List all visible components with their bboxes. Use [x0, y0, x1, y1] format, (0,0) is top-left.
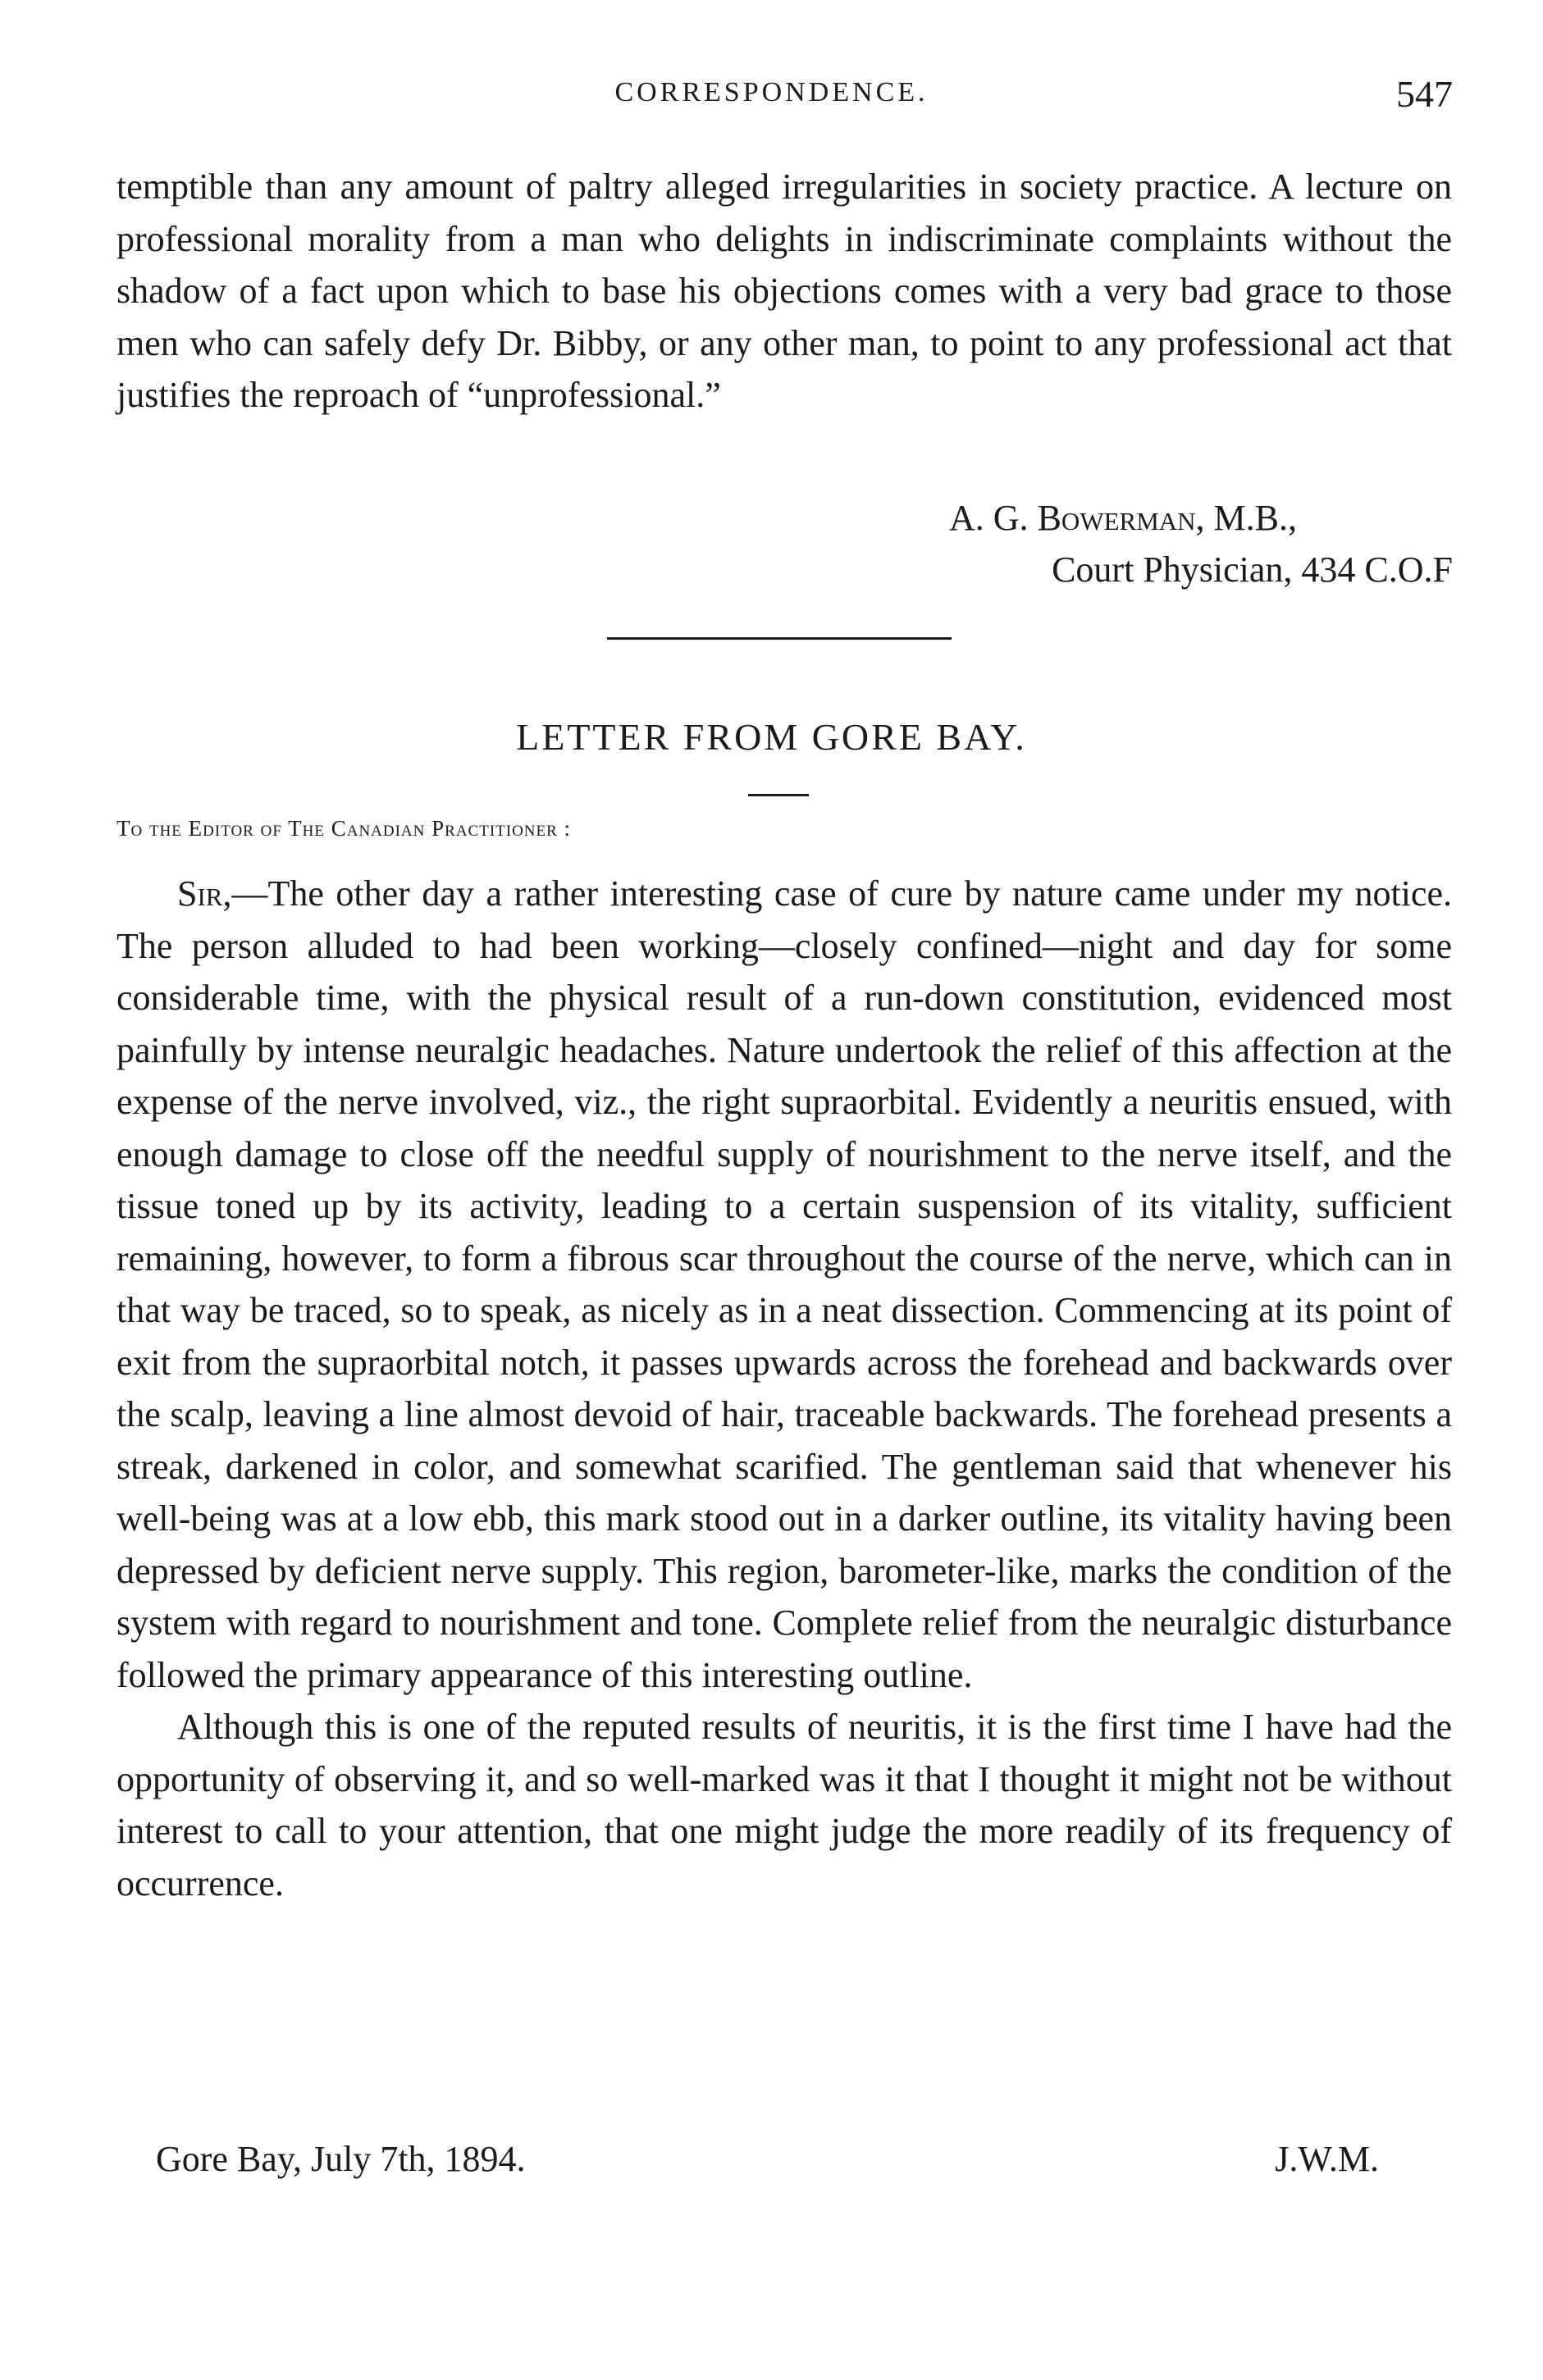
salutation: Sir, — [177, 873, 232, 914]
letter-addressee — [116, 816, 571, 841]
signature-name — [949, 492, 1297, 545]
letter-body — [116, 868, 1452, 1909]
section-divider-rule — [607, 637, 952, 640]
running-head — [0, 72, 1543, 130]
paragraph-1-text: —The other day a rather interesting case of cure by nature came under my notice. The person alluded to had been working—closely confined—night and day for some considerable time, with the physical result of a run-down constitution, evidenced most painfully by intense neuralgic headaches. Nature undertook the relief of this affection at the expense of the nerve involved, viz., the right supraorbital. Evidently a neuritis ensued, with enough damage to close off the needful supply of nourishment to the nerve itself, and the tissue toned up by its activity, leading to a certain suspension of its vitality, sufficient remaining, however, to form a fibrous scar throughout the course of the nerve, which can in that way be traced, so to speak, as nicely as in a neat dissection. Commencing at its point of exit from the supraorbital notch, it passes upwards across the forehead and backwards over the scalp, leaving a line almost devoid of hair, traceable backwards. The forehead presents a streak, darkened in color, and somewhat scarified. The gentleman said that whenever his well-being was at a low ebb, this mark stood out in a darker outline, its vitality having been depressed by deficient nerve supply. This region, barometer-like, marks the condition of the system with regard to nourishment and tone. Complete relief from the neuralgic disturbance followed the primary appearance of this interesting outline. — [116, 873, 1452, 1695]
previous-letter-closing-paragraph: temptible than any amount of paltry alleged irregularities in society practice. A lecture on professional morality from a man who delights in indiscriminate complaints without the shadow of a fact upon which to base his objections comes with a very bad grace to those men who can safely defy Dr. Bibby, or any other man, to point to any professional act that justifies the reproach of “unprofessional.” — [116, 166, 1452, 415]
title-underline-rule — [748, 794, 809, 796]
letter-dateline: Gore Bay, July 7th, 1894. — [156, 2139, 526, 2179]
letter-paragraph-1 — [116, 868, 1452, 1701]
page-number: 547 — [1396, 73, 1453, 115]
signature-title: Court Physician, 434 C.O.F — [1052, 549, 1453, 590]
addressee-text: To the Editor of The Canadian Practitioner : — [116, 816, 572, 841]
letter-initials: J.W.M. — [1275, 2139, 1379, 2179]
letter-title: LETTER FROM GORE BAY. — [516, 716, 1027, 758]
letter-paragraph-2: Although this is one of the reputed results of neuritis, it is the first time I have had the opportunity of observing it, and so well-marked was it that I thought it might not be without interest to call to your attention, that one might judge the more readily of its frequency of occurrence. — [116, 1707, 1452, 1904]
signature-name-text: A. G. Bowerman, M.B., — [949, 498, 1297, 538]
running-title: CORRESPONDENCE. — [614, 77, 929, 107]
previous-letter-text — [116, 161, 1452, 422]
